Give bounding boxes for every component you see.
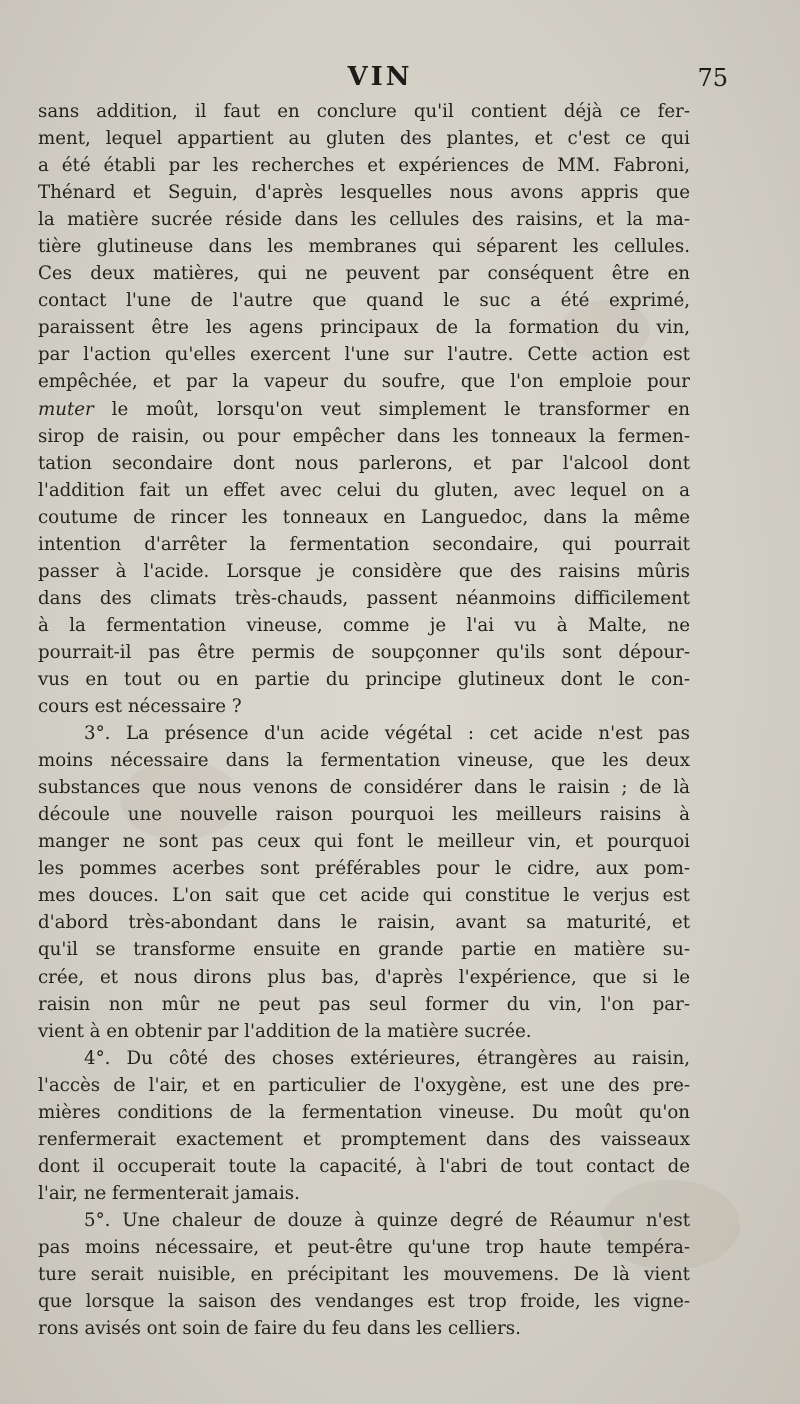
- text-line: d'abord très-abondant dans le raisin, avant sa maturité, et: [38, 912, 690, 934]
- text-line: moins nécessaire dans la fermentation vineuse, que les deux: [38, 750, 690, 772]
- text-line: qu'il se transforme ensuite en grande partie en matière su-: [38, 939, 690, 961]
- text-line: 5°. Une chaleur de douze à quinze degré de Réaumur n'est: [84, 1209, 690, 1231]
- text-line: par l'action qu'elles exercent l'une sur l'autre. Cette action est: [38, 344, 690, 366]
- text-line: rons avisés ont soin de faire du feu dans les celliers.: [38, 1318, 521, 1340]
- text-line: sans addition, il faut en conclure qu'il contient déjà ce fer-: [38, 101, 690, 122]
- text-line: raisin non mûr ne peut pas seul former du vin, l'on par-: [38, 993, 690, 1015]
- text-line: l'addition fait un effet avec celui du gluten, avec lequel on a: [38, 479, 690, 501]
- page-header: [40, 62, 728, 96]
- text-line: ment, lequel appartient au gluten des plantes, et c'est ce qui: [38, 128, 690, 150]
- text-line: pas moins nécessaire, et peut-être qu'une trop haute tempéra-: [38, 1236, 690, 1258]
- text-line: Ces deux matières, qui ne peuvent par conséquent être en: [38, 263, 690, 285]
- text-line: crée, et nous dirons plus bas, d'après l'expérience, que si le: [38, 966, 690, 988]
- text-line: que lorsque la saison des vendanges est trop froide, les vigne-: [38, 1291, 690, 1313]
- text-line: manger ne sont pas ceux qui font le meilleur vin, et pourquoi: [38, 831, 690, 853]
- page-number: 75: [697, 64, 728, 92]
- text-line: mes douces. L'on sait que cet acide qui constitue le verjus est: [38, 885, 690, 907]
- body-text: [38, 98, 690, 1342]
- text-line: a été établi par les recherches et expériences de MM. Fabroni,: [38, 155, 690, 177]
- text-line: découle une nouvelle raison pourquoi les meilleurs raisins à: [38, 804, 690, 826]
- text-line: vient à en obtenir par l'addition de la matière sucrée.: [38, 1020, 532, 1042]
- text-line: paraissent être les agens principaux de la formation du vin,: [38, 317, 690, 339]
- text-line: la matière sucrée réside dans les cellules des raisins, et la ma-: [38, 209, 690, 231]
- text-line: sirop de raisin, ou pour empêcher dans les tonneaux la fermen-: [38, 425, 690, 447]
- text-line: pourrait-il pas être permis de soupçonner qu'ils sont dépour-: [38, 641, 690, 663]
- text-line: intention d'arrêter la fermentation secondaire, qui pourrait: [38, 533, 690, 555]
- text-line: ture serait nuisible, en précipitant les mouvemens. De là vient: [38, 1264, 690, 1286]
- text-line: cours est nécessaire ?: [38, 696, 242, 718]
- text-line: 3°. La présence d'un acide végétal : cet acide n'est pas: [84, 723, 690, 745]
- running-title: VIN: [347, 62, 413, 92]
- text-line: coutume de rincer les tonneaux en Languedoc, dans la même: [38, 506, 690, 528]
- text-line: renfermerait exactement et promptement dans des vaisseaux: [38, 1128, 690, 1150]
- text-line: empêchée, et par la vapeur du soufre, que l'on emploie pour: [38, 371, 690, 393]
- text-line: tation secondaire dont nous parlerons, et par l'alcool dont: [38, 452, 690, 474]
- text-line: dans des climats très-chauds, passent néanmoins difficilement: [38, 587, 690, 609]
- text-line: passer à l'acide. Lorsque je considère que des raisins mûris: [38, 560, 690, 582]
- text-line: 4°. Du côté des choses extérieures, étrangères au raisin,: [84, 1047, 690, 1069]
- text-line: dont il occuperait toute la capacité, à l'abri de tout contact de: [38, 1155, 690, 1177]
- text-line: l'air, ne fermenterait jamais.: [38, 1182, 300, 1204]
- text-line: substances que nous venons de considérer dans le raisin ; de là: [38, 777, 690, 799]
- text-line: l'accès de l'air, et en particulier de l'oxygène, est une des pre-: [38, 1074, 690, 1096]
- text-line: vus en tout ou en partie du principe glutineux dont le con-: [38, 668, 690, 690]
- text-line: Thénard et Seguin, d'après lesquelles nous avons appris que: [38, 182, 690, 204]
- text-line: les pommes acerbes sont préférables pour le cidre, aux pom-: [38, 858, 690, 880]
- text-line: contact l'une de l'autre que quand le suc a été exprimé,: [38, 290, 690, 312]
- text-line: muter le moût, lorsqu'on veut simplement le transformer en: [38, 398, 690, 420]
- text-line: tière glutineuse dans les membranes qui séparent les cellules.: [38, 236, 690, 258]
- text-line: à la fermentation vineuse, comme je l'ai vu à Malte, ne: [38, 614, 690, 636]
- text-line: mières conditions de la fermentation vineuse. Du moût qu'on: [38, 1101, 690, 1123]
